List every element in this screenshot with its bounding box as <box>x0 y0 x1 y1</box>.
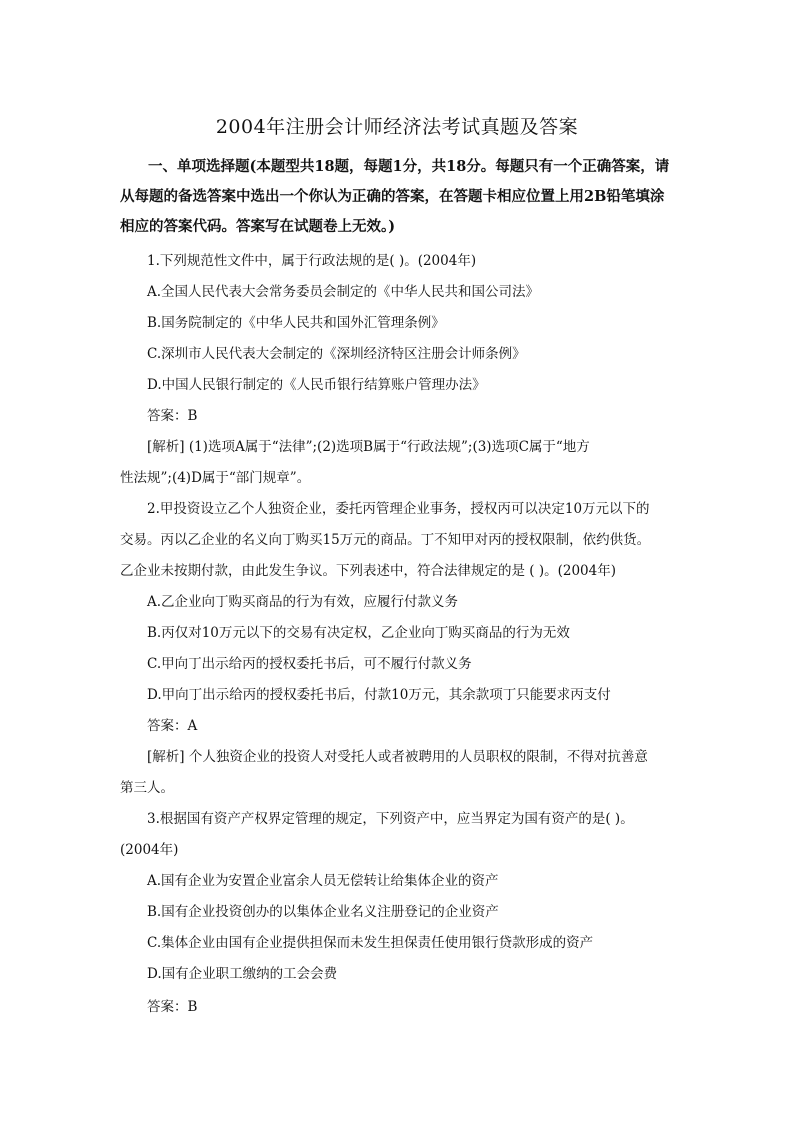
question-3-option-a: A.国有企业为安置企业富余人员无偿转让给集体企业的资产 <box>147 873 499 889</box>
question-2-option-b: B.丙仅对10万元以下的交易有决定权，乙企业向丁购买商品的行为无效 <box>147 625 570 641</box>
question-3-stem: 3.根据国有资产产权界定管理的规定，下列资产中，应当界定为国有资产的是( )。 <box>147 811 634 827</box>
question-1-answer: 答案：B <box>147 408 198 424</box>
question-2-option-c: C.甲向丁出示给丙的授权委托书后，可不履行付款义务 <box>147 656 472 672</box>
question-3-stem-cont: (2004年) <box>120 842 179 858</box>
question-3-option-b: B.国有企业投资创办的以集体企业名义注册登记的企业资产 <box>147 904 499 920</box>
question-1-analysis-cont: 性法规”;(4)D属于“部门规章”。 <box>120 470 311 486</box>
question-2-analysis: [解析] 个人独资企业的投资人对受托人或者被聘用的人员职权的限制，不得对抗善意 <box>147 749 648 765</box>
question-2-answer: 答案：A <box>147 718 198 734</box>
question-2-option-d: D.甲向丁出示给丙的授权委托书后，付款10万元，其余款项丁只能要求丙支付 <box>147 687 611 703</box>
question-2-stem-cont-2: 乙企业未按期付款，由此发生争议。下列表述中，符合法律规定的是 ( )。(2004年) <box>120 563 617 579</box>
question-2-analysis-cont: 第三人。 <box>120 780 174 796</box>
question-1-analysis: [解析] (1)选项A属于“法律”;(2)选项B属于“行政法规”;(3)选项C属于“地方 <box>147 439 590 455</box>
document-title: 2004年注册会计师经济法考试真题及答案 <box>215 116 579 138</box>
question-1-option-a: A.全国人民代表大会常务委员会制定的《中华人民共和国公司法》 <box>147 284 540 300</box>
question-3-option-c: C.集体企业由国有企业提供担保而未发生担保责任使用银行贷款形成的资产 <box>147 935 594 951</box>
question-1-option-d: D.中国人民银行制定的《人民币银行结算账户管理办法》 <box>147 377 486 393</box>
question-1-stem: 1.下列规范性文件中，属于行政法规的是( )。(2004年) <box>147 253 477 269</box>
question-3-answer: 答案：B <box>147 999 198 1015</box>
question-3-option-d: D.国有企业职工缴纳的工会会费 <box>147 966 338 982</box>
section-heading: 一、单项选择题(本题型共18题，每题1分，共18分。每题只有一个正确答案，请从每题的备选答案中选出一个你认为正确的答案，在答题卡相应位置上用2B铅笔填涂相应的答案代码。答案写在试题卷上无效。) <box>120 158 670 235</box>
question-1-option-b: B.国务院制定的《中华人民共和国外汇管理条例》 <box>147 315 445 331</box>
question-2-stem-cont-1: 交易。丙以乙企业的名义向丁购买15万元的商品。丁不知甲对丙的授权限制，依约供货。 <box>120 532 651 548</box>
question-2-stem: 2.甲投资设立乙个人独资企业，委托丙管理企业事务，授权丙可以决定10万元以下的 <box>147 501 650 517</box>
question-1-option-c: C.深圳市人民代表大会制定的《深圳经济特区注册会计师条例》 <box>147 346 526 362</box>
question-2-option-a: A.乙企业向丁购买商品的行为有效，应履行付款义务 <box>147 594 459 610</box>
